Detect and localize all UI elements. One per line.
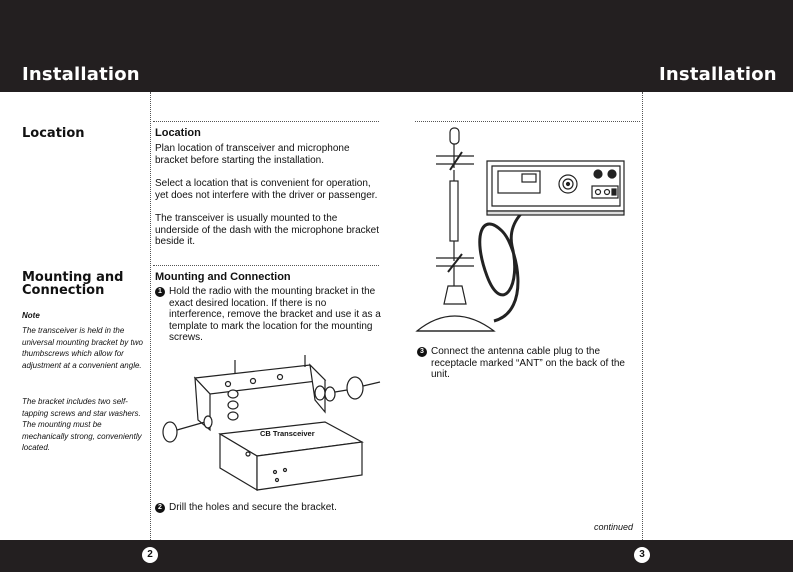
page-title-right: Installation	[659, 64, 777, 85]
note-text-2: The bracket includes two self-tapping screws and star washers. The mounting must be mechanically strong, conveniently located.	[22, 397, 142, 452]
mounting-heading: Mounting and Connection	[155, 271, 291, 283]
antenna-cable	[480, 198, 542, 321]
location-paragraph-3: The transceiver is usually mounted to the underside of the dash with the microphone bracket beside it.	[155, 213, 380, 248]
star-washer	[228, 390, 238, 398]
note-heading: Note	[22, 311, 40, 320]
column-divider-right	[642, 92, 643, 540]
location-heading: Location	[155, 127, 201, 139]
step-2-text: Drill the holes and secure the bracket.	[169, 502, 337, 513]
sidebar-mounting-title: Mounting and Connection	[22, 270, 124, 298]
continued-label: continued	[594, 522, 634, 532]
step-1-text: Hold the radio with the mounting bracket in the exact desired location. If there is no interference, remove the bracket and use it as a template to mark the location for the mounting screws.	[169, 286, 381, 344]
page-number-right: 3	[634, 547, 650, 563]
step-2	[155, 502, 384, 514]
magnetic-base	[417, 316, 494, 331]
location-paragraph-2: Select a location that is convenient for operation, yet does not interfere with the driver or passenger.	[155, 178, 378, 201]
rule-mounting	[153, 265, 379, 266]
note-text-1: The transceiver is held in the universal mounting bracket by two thumbscrews which allow for adjustment at a convenient angle.	[22, 326, 143, 370]
antenna-shaft	[450, 181, 458, 241]
rule-right	[415, 121, 640, 122]
antenna-tip	[450, 128, 459, 144]
step-2-number: 2	[155, 503, 165, 513]
step-1	[155, 286, 384, 344]
transceiver-label: CB Transceiver	[260, 429, 315, 438]
footer-bar	[0, 540, 793, 572]
thumbscrew-left	[163, 422, 177, 442]
step-3	[417, 346, 641, 381]
page-title-left: Installation	[22, 64, 140, 85]
antenna-illustration	[412, 126, 637, 341]
bracket-top-plate	[195, 365, 325, 394]
page-number-left: 2	[142, 547, 158, 563]
step-1-number: 1	[155, 287, 165, 297]
rule-location	[153, 121, 379, 122]
step-3-text: Connect the antenna cable plug to the receptacle marked “ANT” on the back of the unit.	[431, 346, 625, 381]
location-paragraph-1: Plan location of transceiver and microphone bracket before starting the installation.	[155, 143, 350, 166]
step-3-number: 3	[417, 347, 427, 357]
bracket-illustration	[150, 350, 385, 495]
sidebar-location-title: Location	[22, 126, 85, 141]
thumbscrew-right	[347, 377, 363, 399]
